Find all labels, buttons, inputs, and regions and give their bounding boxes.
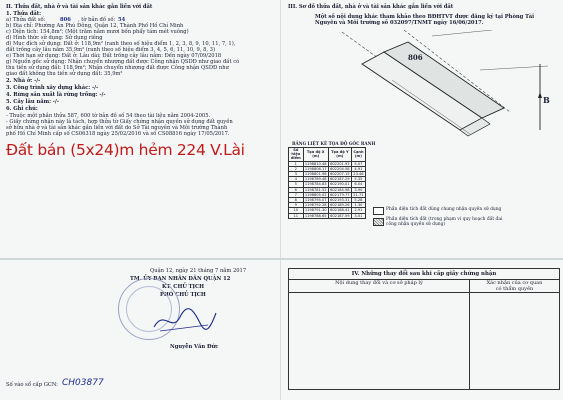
coord-cell: 1198788.65 — [304, 213, 327, 218]
coord-cell: 602201.93 — [330, 161, 350, 166]
coord-header-x: Tọa độ X (m) — [303, 148, 328, 162]
coord-cell: 1198781.52 — [304, 187, 327, 192]
kt-chairman: KT. CHỦ TỊCH — [162, 284, 204, 290]
lot-number: 806 — [60, 17, 71, 23]
item6-notes: 6. Ghi chú: — [6, 106, 38, 112]
coord-table — [288, 147, 366, 219]
section4-title: IV. Những thay đổi sau khi cấp giấy chứng nhận — [289, 269, 559, 280]
lot-label: a) Thửa đất số: — [6, 17, 46, 23]
section3-title: III. Sơ đồ thửa đất, nhà ở và tài sản khác gắn liền với đất — [288, 4, 454, 10]
sale-banner: Đất bán (5x24)m hẻm 224 V.Lài — [6, 141, 245, 159]
coord-cell: 2.91 — [351, 208, 365, 213]
coord-cell: 1198805.02 — [304, 192, 327, 197]
cert-register-number: CH03877 — [62, 378, 104, 388]
coord-cell: 5.07 — [351, 161, 365, 166]
coord-cell: 602207.15 — [330, 172, 350, 177]
reference-note-2: Nguyên và Môi trường số 032097/TNMT ngày 16/06/2017. — [315, 20, 484, 26]
note-line-2: - Giấy chứng nhận này là tách, hợp thửa từ Giấy chứng nhận quyền sử dụng đất quyền — [6, 119, 233, 125]
issue-date: Quận 12, ngày 21 tháng 7 năm 2017 — [150, 268, 247, 274]
coord-cell: 1198806.17 — [304, 166, 327, 171]
changes-table — [288, 268, 560, 390]
note-line-3: sở hữu nhà ở và tài sản khác gắn liền với đất do Sở Tài nguyên và Môi trường Thành — [6, 125, 228, 131]
coord-header-y: Tọa độ Y (m) — [328, 148, 351, 162]
coord-header-point: Số hiệu điểm — [289, 148, 304, 162]
coord-cell: 4 — [289, 177, 304, 182]
plot-sketch — [292, 30, 560, 138]
origin-line-3: giao đất không thu tiền sử dụng đất: 35,9m² — [6, 71, 123, 77]
legend-swatch-planning — [373, 218, 384, 226]
coord-cell: 21.71 — [353, 192, 364, 197]
coord-cell: 5 — [289, 182, 304, 187]
coord-cell: 602179.77 — [330, 192, 350, 197]
item2-house: 2. Nhà ở: -/- — [6, 78, 41, 84]
cert-register-label: Số vào sổ cấp GCN: — [6, 382, 58, 388]
origin-line-1: g) Nguồn gốc sử dụng: Nhận chuyển nhượng đất được Công nhận QSDĐ như giao đất có — [6, 59, 240, 65]
signer-name: Nguyễn Văn Đức — [170, 344, 219, 350]
purpose-line-1: đ) Mục đích sử dụng: Đất ở: 118,9m² (ranh theo số hiệu điểm 1, 2, 3, 8, 9, 10, 11, 7, 1), — [6, 41, 236, 47]
item1-title: 1. Thửa đất: — [6, 11, 42, 17]
handwritten-signature — [150, 305, 220, 335]
changes-confirm-header — [470, 279, 559, 293]
coord-cell: 1 — [289, 161, 304, 166]
legend-swatch-shared — [373, 207, 384, 215]
origin-line-2: thu tiền sử dụng đất: 118,9m²; Nhận chuyển nhượng đất được Công nhận QSDĐ như — [6, 65, 229, 71]
coord-cell: 6.04 — [351, 182, 365, 187]
coord-cell: 1198810.48 — [304, 161, 327, 166]
coord-cell: 1198791.30 — [304, 208, 327, 213]
legend-planning-1: Phần diện tích đất (trong phạm vi quy hoạch đất đai — [386, 217, 503, 222]
map-label: , tờ bản đồ số: — [78, 17, 116, 23]
coord-cell: 11 — [289, 213, 304, 218]
coord-cell: 3 — [289, 172, 304, 177]
coord-cell: 8 — [289, 198, 304, 203]
coord-cell: 1198784.83 — [304, 182, 327, 187]
coord-cell: 10 — [289, 208, 304, 213]
coord-cell: 1198789.48 — [304, 177, 327, 182]
coord-cell: 602189.26 — [330, 203, 350, 208]
legend-shared-use: Phần diện tích đất dùng chung nhận quyền sử dụng — [386, 207, 502, 212]
coord-cell: 602187.29 — [330, 177, 350, 182]
coord-cell: 23.46 — [353, 172, 364, 177]
item5-perennial: 5. Cây lâu năm: -/- — [6, 99, 59, 105]
north-arrow-label: B — [543, 95, 550, 105]
coord-cell: 602193.31 — [330, 198, 350, 203]
page-divider — [280, 0, 281, 400]
coord-cell: 1198801.98 — [304, 172, 327, 177]
paper-fold — [0, 258, 563, 260]
coord-cell: 1198792.28 — [304, 203, 327, 208]
use-form-line: d) Hình thức sử dụng: Sử dụng riêng — [6, 35, 103, 41]
coord-cell: 1198795.07 — [304, 198, 327, 203]
coord-cell: 7 — [289, 192, 304, 197]
address-line: b) Địa chỉ: Phường An Phú Đông, Quận 12, Thành Phố Hồ Chí Minh — [6, 23, 184, 29]
changes-column-divider — [469, 279, 470, 389]
confirm-header-line-1: Xác nhận của cơ quan — [486, 280, 543, 286]
coord-cell: 602184.98 — [330, 187, 350, 192]
coord-header-edge: Cạnh (m) — [351, 148, 365, 162]
coord-cell: 9 — [289, 203, 304, 208]
coord-cell: 5.28 — [351, 198, 365, 203]
section2-title: II. Thửa đất, nhà ở và tài sản khác gắn liền với đất — [6, 4, 153, 10]
coord-row — [289, 213, 366, 218]
coord-cell: 6 — [289, 187, 304, 192]
note-line-4: phố Hồ Chí Minh cấp số CS06318 ngày 25/02/2016 và số CS08816 ngày 17/05/2017. — [6, 131, 230, 137]
coord-cell: 602190.01 — [330, 182, 350, 187]
coord-cell: 1.30 — [351, 203, 365, 208]
coord-cell: 602204.58 — [330, 166, 350, 171]
coord-cell: 4.91 — [351, 166, 365, 171]
coord-table-title: BẢNG LIỆT KÊ TỌA ĐỘ GÓC RANH — [292, 141, 376, 146]
coord-cell: 5.35 — [351, 177, 365, 182]
changes-content-header: Nội dung thay đổi và cơ sở pháp lý — [289, 279, 469, 293]
confirm-header-line-2: có thẩm quyền — [495, 286, 534, 292]
term-line: e) Thời hạn sử dụng: Đất ở: Lâu dài; Đất trồng cây lâu năm: Đến ngày 07/09/2018 — [6, 53, 222, 59]
vice-chairman: PHÓ CHỦ TỊCH — [160, 292, 206, 298]
coord-cell: 3.90 — [351, 187, 365, 192]
area-line: c) Diện tích: 154,8m²; (Một trăm năm mươi bốn phẩy tám mét vuông) — [6, 29, 189, 35]
reference-note-1: Một số nội dung khác tham khảo theo BĐHTVT được đăng ký tại Phòng Tài — [315, 14, 535, 20]
item3-construction: 3. Công trình xây dựng khác: -/- — [6, 85, 99, 91]
legend-planning-2: công nhận quyền sử dụng) — [386, 222, 446, 227]
coord-cell: 3.01 — [351, 213, 365, 218]
coord-cell: 602188.41 — [330, 208, 350, 213]
coord-cell: 2 — [289, 166, 304, 171]
note-line-1: - Thuộc một phần thửa 587, 600 tờ bản đồ số 54 theo tài liệu năm 2004-2005. — [6, 113, 211, 119]
purpose-line-2: đất trồng cây lâu năm 35,9m² (ranh theo số hiệu điểm 3, 4, 5, 6, 11, 10, 9, 8, 3) — [6, 47, 215, 53]
map-number: 54 — [118, 17, 126, 23]
issuing-authority: TM. ỦY BAN NHÂN DÂN QUẬN 12 — [130, 276, 231, 282]
item4-forest: 4. Rừng sản xuất là rừng trồng: -/- — [6, 92, 106, 98]
coord-cell: 602187.59 — [330, 213, 350, 218]
plot-number-label: 806 — [408, 53, 423, 62]
